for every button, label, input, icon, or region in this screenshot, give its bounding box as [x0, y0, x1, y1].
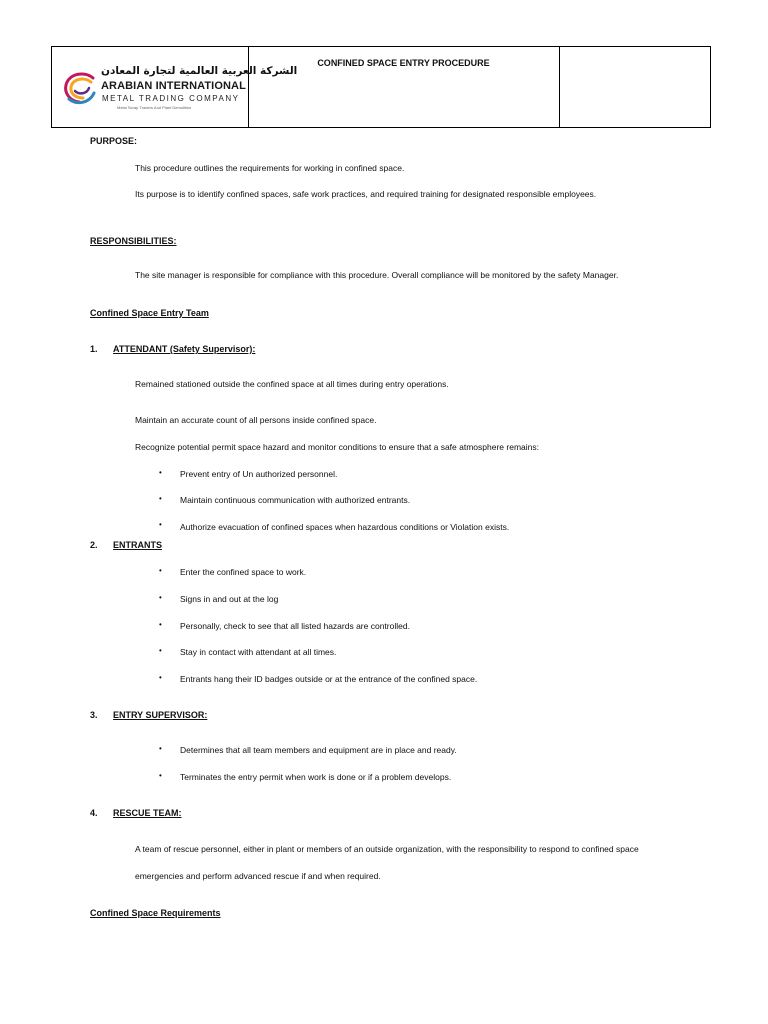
section-number-2: 2.	[90, 540, 98, 550]
logo-arabic-name: الشركة العربية العالمية لتجارة المعادن	[101, 65, 298, 77]
team-heading: Confined Space Entry Team	[90, 308, 209, 318]
section-number-4: 4.	[90, 808, 98, 818]
entry-supervisor-bullet-2: Terminates the entry permit when work is done or if a problem develops.	[180, 772, 452, 782]
title-cell	[248, 47, 560, 127]
logo-company-subname: METAL TRADING COMPANY	[102, 94, 240, 103]
bullet-marker: •	[159, 468, 162, 477]
entrants-bullet-4: Stay in contact with attendant at all times.	[180, 647, 337, 657]
entrants-bullet-3: Personally, check to see that all listed hazards are controlled.	[180, 621, 410, 631]
logo-cell	[52, 47, 298, 127]
bullet-marker: •	[159, 771, 162, 780]
document-title: CONFINED SPACE ENTRY PROCEDURE	[317, 58, 490, 68]
bullet-marker: •	[159, 566, 162, 575]
entry-supervisor-heading: ENTRY SUPERVISOR:	[113, 710, 208, 720]
document-header-table	[51, 46, 711, 128]
header-empty-cell	[559, 47, 710, 127]
section-number-1: 1.	[90, 344, 98, 354]
rescue-team-paragraph-1: A team of rescue personnel, either in plant or members of an outside organization, with the responsibility to respond to confined space	[135, 844, 639, 854]
attendant-paragraph-2: Maintain an accurate count of all persons inside confined space.	[135, 415, 377, 425]
bullet-marker: •	[159, 620, 162, 629]
attendant-bullet-3: Authorize evacuation of confined spaces when hazardous conditions or Violation exists.	[180, 522, 510, 532]
rescue-team-heading: RESCUE TEAM:	[113, 808, 182, 818]
responsibilities-heading: RESPONSIBILITIES:	[90, 236, 177, 246]
attendant-paragraph-3: Recognize potential permit space hazard and monitor conditions to ensure that a safe atmosphere remains:	[135, 442, 539, 452]
bullet-marker: •	[159, 673, 162, 682]
entry-supervisor-bullet-1: Determines that all team members and equipment are in place and ready.	[180, 745, 457, 755]
section-number-3: 3.	[90, 710, 98, 720]
attendant-heading: ATTENDANT (Safety Supervisor):	[113, 344, 256, 354]
attendant-paragraph-1: Remained stationed outside the confined space at all times during entry operations.	[135, 379, 449, 389]
rescue-team-paragraph-2: emergencies and perform advanced rescue if and when required.	[135, 871, 381, 881]
purpose-paragraph-2: Its purpose is to identify confined spaces, safe work practices, and required training for designated responsible employees.	[135, 189, 597, 199]
bullet-marker: •	[159, 646, 162, 655]
bullet-marker: •	[159, 744, 162, 753]
entrants-heading: ENTRANTS	[113, 540, 162, 550]
requirements-heading: Confined Space Requirements	[90, 908, 221, 918]
purpose-paragraph-1: This procedure outlines the requirements for working in confined space.	[135, 163, 405, 173]
entrants-bullet-2: Signs in and out at the log	[180, 594, 279, 604]
purpose-heading: PURPOSE:	[90, 136, 138, 146]
logo-tagline: Metal Scrap Traders And Plant Demolition	[117, 105, 192, 110]
logo-swirl-icon	[61, 69, 99, 107]
entrants-bullet-1: Enter the confined space to work.	[180, 567, 307, 577]
responsibilities-paragraph: The site manager is responsible for compliance with this procedure. Overall compliance will be monitored by the safety Manager.	[135, 270, 619, 280]
attendant-bullet-1: Prevent entry of Un authorized personnel.	[180, 469, 338, 479]
bullet-marker: •	[159, 593, 162, 602]
company-logo	[61, 65, 298, 113]
logo-company-name: ARABIAN INTERNATIONAL	[101, 80, 246, 92]
attendant-bullet-2: Maintain continuous communication with authorized entrants.	[180, 495, 411, 505]
bullet-marker: •	[159, 520, 162, 529]
entrants-bullet-5: Entrants hang their ID badges outside or at the entrance of the confined space.	[180, 674, 478, 684]
bullet-marker: •	[159, 494, 162, 503]
